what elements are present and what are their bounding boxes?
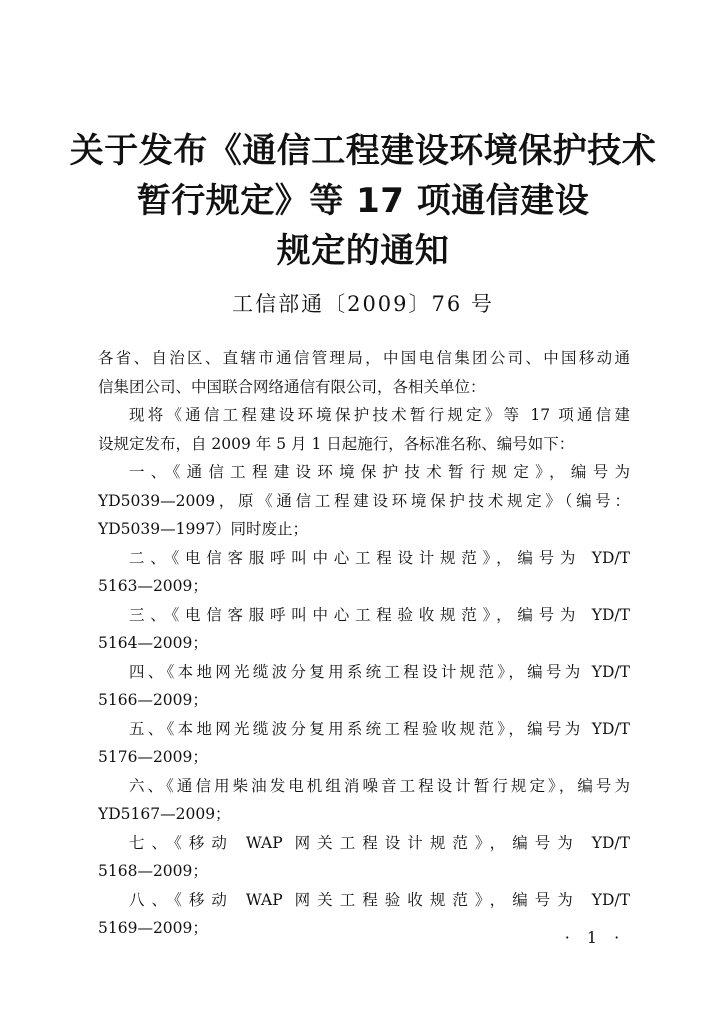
- item-1-line-3: YD5039—1997）同时废止；: [98, 520, 309, 538]
- item-5-line-1: 五、《本地网光缆波分复用系统工程验收规范》，编号为 YD/T: [129, 719, 630, 738]
- intro-line-2: 设规定发布，自 2009 年 5 月 1 日起施行，各标准名称、编号如下：: [98, 434, 575, 453]
- addressee-line-1: 各省、自治区、直辖市通信管理局，中国电信集团公司、中国移动通: [98, 349, 630, 367]
- item-7-line-2: 5168—2009；: [98, 862, 208, 880]
- item-2-line-1: 二、《电信客服呼叫中心工程设计规范》，编号为 YD/T: [129, 548, 630, 567]
- item-8-line-2: 5169—2009；: [98, 919, 208, 937]
- document-number: 工信部通〔2009〕76 号: [232, 292, 494, 316]
- notice-body: [98, 344, 630, 943]
- item-7-line-1: 七、《移动 WAP 网关工程设计规范》，编号为 YD/T: [129, 833, 630, 852]
- title-line-3: 规定的通知: [276, 231, 450, 271]
- item-6-line-2: YD5167—2009；: [98, 805, 231, 823]
- item-1-line-1: 一、《通信工程建设环境保护技术暂行规定》，编号为: [129, 463, 630, 481]
- addressee-line-2: 信集团公司、中国联合网络通信有限公司，各相关单位：: [98, 377, 486, 396]
- item-3-line-1: 三、《电信客服呼叫中心工程验收规范》，编号为 YD/T: [129, 605, 630, 624]
- item-1-line-2: YD5039—2009，原《通信工程建设环境保护技术规定》（编号：: [98, 491, 630, 510]
- title-line-2: 暂行规定》等 17 项通信建设: [136, 181, 590, 221]
- item-6-line-1: 六、《通信用柴油发电机组消噪音工程设计暂行规定》，编号为: [129, 776, 630, 795]
- item-2-line-2: 5163—2009；: [98, 577, 208, 595]
- page-number: · 1 ·: [564, 928, 626, 947]
- item-8-line-1: 八、《移动 WAP 网关工程验收规范》，编号为 YD/T: [129, 890, 630, 909]
- item-3-line-2: 5164—2009；: [98, 634, 208, 652]
- item-5-line-2: 5176—2009；: [98, 748, 208, 766]
- intro-line-1: 现将《通信工程建设环境保护技术暂行规定》等 17 项通信建: [129, 406, 630, 424]
- notice-title: [0, 126, 726, 276]
- item-4-line-2: 5166—2009；: [98, 691, 208, 709]
- title-line-1: 关于发布《通信工程建设环境保护技术: [69, 131, 657, 171]
- item-4-line-1: 四、《本地网光缆波分复用系统工程设计规范》，编号为 YD/T: [129, 662, 630, 681]
